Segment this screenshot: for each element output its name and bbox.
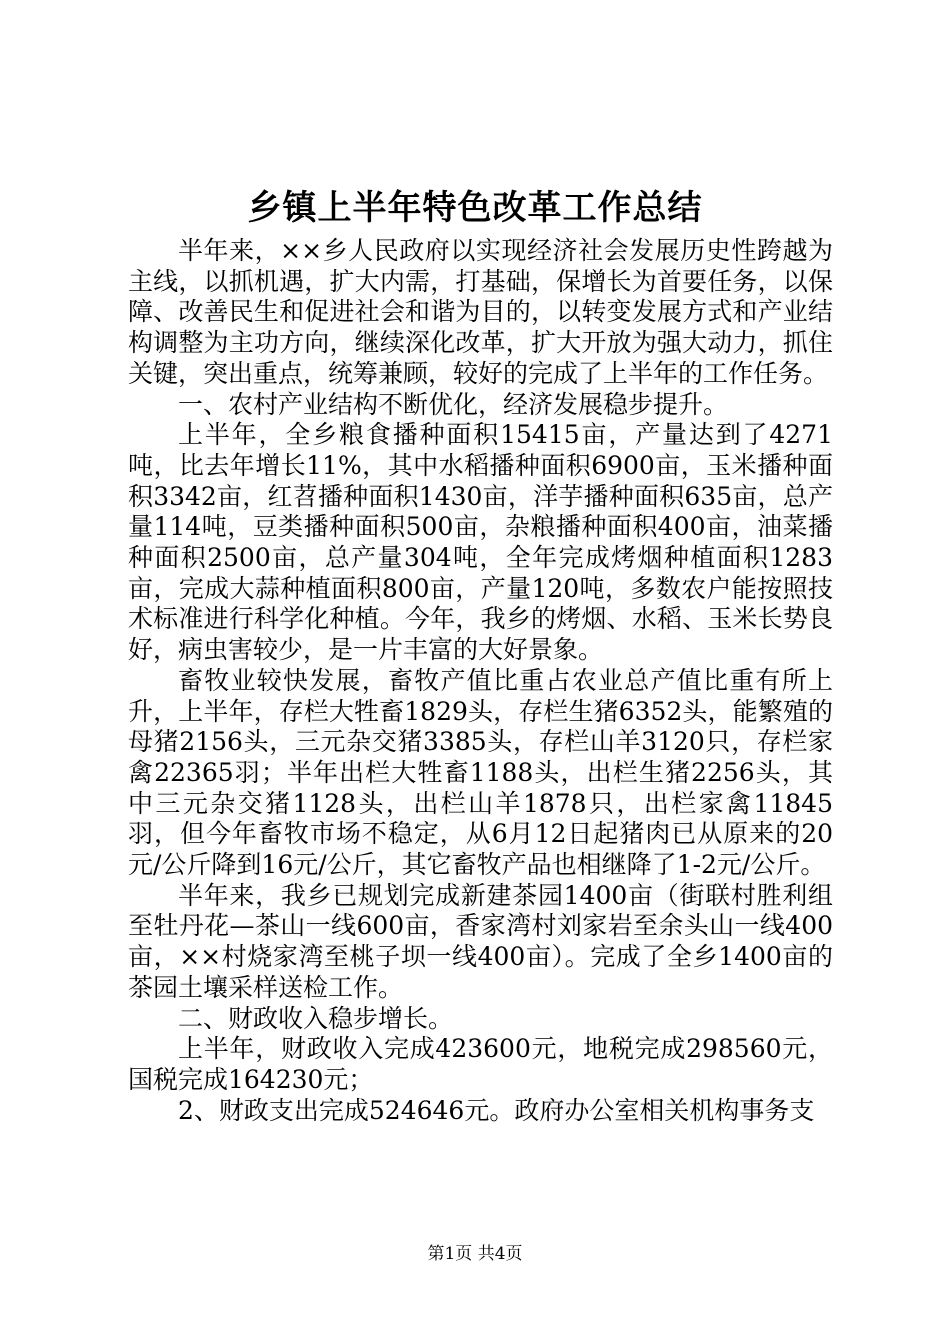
paragraph-revenue: 上半年，财政收入完成423600元，地税完成298560元，国税完成164230元；: [128, 1034, 833, 1094]
paragraph-grain: 上半年，全乡粮食播种面积15415亩，产量达到了4271吨，比去年增长11%，其中水稻播种面积6900亩，玉米播种面积3342亩，红苕播种面积1430亩，洋芋播种面积635亩，总产量114吨，豆类播种面积500亩，杂粮播种面积400亩，油菜播种面积2500亩，总产量304吨，全年完成烤烟种植面积1283亩，完成大蒜种植面积800亩，产量120吨，多数农户能按照技术标准进行科学化种植。今年，我乡的烤烟、水稻、玉米长势良好，病虫害较少，是一片丰富的大好景象。: [128, 420, 833, 665]
document-title: 乡镇上半年特色改革工作总结: [247, 188, 703, 228]
section-heading-1: 一、农村产业结构不断优化，经济发展稳步提升。: [178, 389, 729, 419]
document-body: [128, 236, 833, 1126]
section-heading-2: 二、财政收入稳步增长。: [178, 1003, 454, 1033]
paragraph-livestock: 畜牧业较快发展，畜牧产值比重占农业总产值比重有所上升，上半年，存栏大牲畜1829头，存栏生猪6352头，能繁殖的母猪2156头，三元杂交猪3385头，存栏山羊3120只，存栏家禽22365羽；半年出栏大牲畜1188头，出栏生猪2256头，其中三元杂交猪1128头，出栏山羊1878只，出栏家禽11845羽，但今年畜牧市场不稳定，从6月12日起猪肉已从原来的20元/公斤降到16元/公斤，其它畜牧产品也相继降了1-2元/公斤。: [128, 665, 833, 880]
paragraph-intro: 半年来，××乡人民政府以实现经济社会发展历史性跨越为主线，以抓机遇，扩大内需，打基础，保增长为首要任务，以保障、改善民生和促进社会和谐为目的，以转变发展方式和产业结构调整为主功方向，继续深化改革，扩大开放为强大动力，抓住关键，突出重点，统筹兼顾，较好的完成了上半年的工作任务。: [128, 236, 833, 388]
page-footer: 第1页 共4页: [427, 1244, 523, 1264]
paragraph-tea: 半年来，我乡已规划完成新建茶园1400亩（街联村胜利组至牡丹花—茶山一线600亩，香家湾村刘家岩至余头山一线400亩，××村烧家湾至桃子坝一线400亩）。完成了全乡1400亩的茶园土壤采样送检工作。: [128, 880, 833, 1002]
paragraph-expenditure: 2、财政支出完成524646元。政府办公室相关机构事务支: [178, 1095, 815, 1125]
